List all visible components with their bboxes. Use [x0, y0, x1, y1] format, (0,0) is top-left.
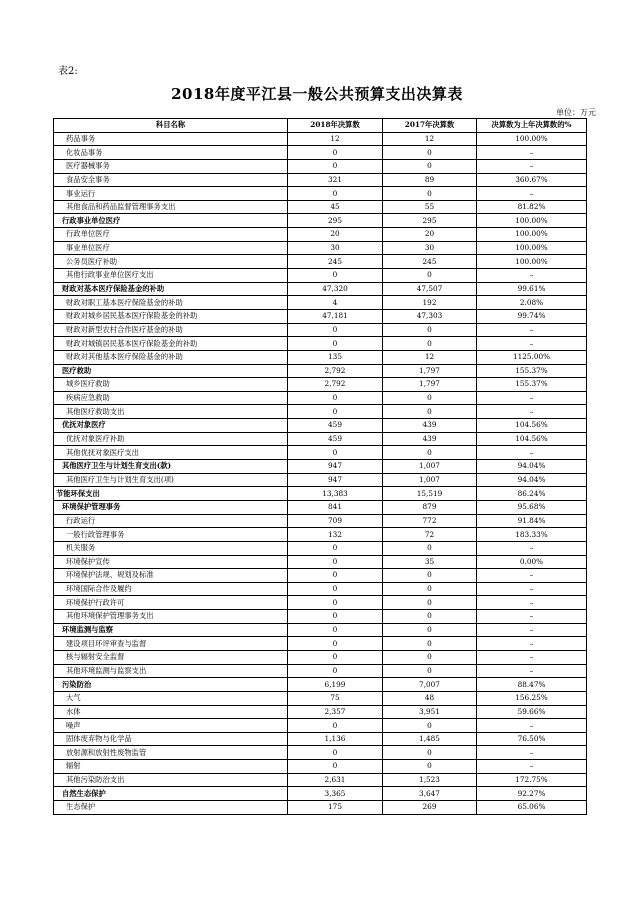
table-row — [54, 323, 587, 337]
subject-cell: 环境保护宣传 — [54, 555, 288, 569]
ratio-cell: 76.50% — [477, 732, 587, 746]
table-row — [54, 350, 587, 364]
ratio-cell: – — [477, 719, 587, 733]
value-2018-cell: 0 — [288, 269, 383, 283]
value-2018-cell: 2,357 — [288, 705, 383, 719]
value-2017-cell: 3,647 — [383, 787, 477, 801]
value-2017-cell: 0 — [383, 582, 477, 596]
table-row — [54, 541, 587, 555]
ratio-cell: – — [477, 146, 587, 160]
subject-cell: 机关服务 — [54, 541, 288, 555]
subject-cell: 公务员医疗补助 — [54, 255, 288, 269]
ratio-cell: – — [477, 323, 587, 337]
value-2017-cell: 0 — [383, 719, 477, 733]
table-row — [54, 732, 587, 746]
value-2018-cell: 841 — [288, 500, 383, 514]
value-2018-cell: 321 — [288, 173, 383, 187]
table-row — [54, 528, 587, 542]
value-2018-cell: 0 — [288, 719, 383, 733]
value-2017-cell: 439 — [383, 419, 477, 433]
ratio-cell: – — [477, 337, 587, 351]
value-2017-cell: 0 — [383, 623, 477, 637]
value-2017-cell: 0 — [383, 637, 477, 651]
page-title: 2018年度平江县一般公共预算支出决算表 — [171, 85, 463, 103]
subject-cell: 医疗器械事务 — [54, 159, 288, 173]
table-row — [54, 255, 587, 269]
table-row — [54, 473, 587, 487]
value-2017-cell: 0 — [383, 650, 477, 664]
value-2017-cell: 439 — [383, 432, 477, 446]
table-header-row — [54, 119, 587, 133]
subject-cell: 其他医疗卫生与计划生育支出(款) — [54, 460, 288, 474]
subject-cell: 优抚对象医疗 — [54, 419, 288, 433]
value-2018-cell: 0 — [288, 323, 383, 337]
value-2017-cell: 48 — [383, 691, 477, 705]
table-row — [54, 610, 587, 624]
table-row — [54, 582, 587, 596]
column-header-subject: 科目名称 — [54, 119, 288, 133]
subject-cell: 其他优抚对象医疗支出 — [54, 446, 288, 460]
value-2017-cell: 0 — [383, 541, 477, 555]
table-row — [54, 787, 587, 801]
table-row — [54, 691, 587, 705]
ratio-cell: 59.66% — [477, 705, 587, 719]
table-row — [54, 555, 587, 569]
ratio-cell: – — [477, 159, 587, 173]
subject-cell: 优抚对象医疗补助 — [54, 432, 288, 446]
subject-cell: 辐射 — [54, 760, 288, 774]
ratio-cell: – — [477, 623, 587, 637]
value-2018-cell: 0 — [288, 159, 383, 173]
ratio-cell: 100.00% — [477, 132, 587, 146]
value-2017-cell: 55 — [383, 200, 477, 214]
ratio-cell: 65.06% — [477, 801, 587, 815]
value-2018-cell: 135 — [288, 350, 383, 364]
table-row — [54, 405, 587, 419]
subject-cell: 其他污染防治支出 — [54, 773, 288, 787]
subject-cell: 事业运行 — [54, 187, 288, 201]
subject-cell: 财政对城镇居民基本医疗保险基金的补助 — [54, 337, 288, 351]
budget-table — [53, 118, 587, 815]
subject-cell: 其他医疗救助支出 — [54, 405, 288, 419]
table-body — [54, 132, 587, 814]
table-row — [54, 378, 587, 392]
table-row — [54, 391, 587, 405]
value-2017-cell: 1,007 — [383, 473, 477, 487]
value-2017-cell: 20 — [383, 228, 477, 242]
ratio-cell: – — [477, 269, 587, 283]
table-row — [54, 214, 587, 228]
subject-cell: 食品安全事务 — [54, 173, 288, 187]
ratio-cell: 86.24% — [477, 487, 587, 501]
subject-cell: 节能环保支出 — [54, 487, 288, 501]
ratio-cell: – — [477, 446, 587, 460]
value-2017-cell: 47,507 — [383, 282, 477, 296]
value-2018-cell: 75 — [288, 691, 383, 705]
subject-cell: 财政对基本医疗保险基金的补助 — [54, 282, 288, 296]
table-row — [54, 187, 587, 201]
table-row — [54, 364, 587, 378]
subject-cell: 环境监测与监察 — [54, 623, 288, 637]
ratio-cell: 94.04% — [477, 460, 587, 474]
value-2017-cell: 12 — [383, 132, 477, 146]
table-row — [54, 596, 587, 610]
ratio-cell: 99.74% — [477, 309, 587, 323]
subject-cell: 医疗救助 — [54, 364, 288, 378]
value-2018-cell: 1,136 — [288, 732, 383, 746]
ratio-cell: 155.37% — [477, 378, 587, 392]
table-row — [54, 637, 587, 651]
value-2017-cell: 7,007 — [383, 678, 477, 692]
value-2018-cell: 0 — [288, 582, 383, 596]
table-label: 表2: — [58, 66, 78, 77]
unit-label: 单位：万元 — [556, 108, 596, 117]
ratio-cell: – — [477, 637, 587, 651]
ratio-cell: 104.56% — [477, 419, 587, 433]
ratio-cell: 92.27% — [477, 787, 587, 801]
ratio-cell: 81.82% — [477, 200, 587, 214]
value-2018-cell: 0 — [288, 664, 383, 678]
subject-cell: 行政事业单位医疗 — [54, 214, 288, 228]
ratio-cell: – — [477, 760, 587, 774]
value-2017-cell: 3,951 — [383, 705, 477, 719]
subject-cell: 生态保护 — [54, 801, 288, 815]
value-2018-cell: 0 — [288, 446, 383, 460]
table-row — [54, 514, 587, 528]
value-2018-cell: 45 — [288, 200, 383, 214]
value-2018-cell: 4 — [288, 296, 383, 310]
ratio-cell: – — [477, 541, 587, 555]
value-2017-cell: 12 — [383, 350, 477, 364]
subject-cell: 环境保护法规、规划及标准 — [54, 569, 288, 583]
table-row — [54, 200, 587, 214]
value-2018-cell: 0 — [288, 405, 383, 419]
ratio-cell: 100.00% — [477, 228, 587, 242]
column-header-2017: 2017年决算数 — [383, 119, 477, 133]
table-row — [54, 773, 587, 787]
table-row — [54, 296, 587, 310]
value-2018-cell: 2,792 — [288, 378, 383, 392]
value-2017-cell: 0 — [383, 610, 477, 624]
table-row — [54, 746, 587, 760]
ratio-cell: 91.84% — [477, 514, 587, 528]
subject-cell: 财政对其他基本医疗保险基金的补助 — [54, 350, 288, 364]
value-2017-cell: 0 — [383, 323, 477, 337]
ratio-cell: – — [477, 391, 587, 405]
subject-cell: 水体 — [54, 705, 288, 719]
column-header-ratio: 决算数为上年决算数的% — [477, 119, 587, 133]
ratio-cell: – — [477, 746, 587, 760]
value-2018-cell: 709 — [288, 514, 383, 528]
value-2018-cell: 0 — [288, 541, 383, 555]
subject-cell: 财政对新型农村合作医疗基金的补助 — [54, 323, 288, 337]
ratio-cell: – — [477, 405, 587, 419]
value-2017-cell: 0 — [383, 746, 477, 760]
ratio-cell: 2.08% — [477, 296, 587, 310]
value-2018-cell: 0 — [288, 596, 383, 610]
value-2017-cell: 35 — [383, 555, 477, 569]
ratio-cell: – — [477, 569, 587, 583]
table-row — [54, 419, 587, 433]
value-2018-cell: 47,320 — [288, 282, 383, 296]
subject-cell: 财政对城乡居民基本医疗保险基金的补助 — [54, 309, 288, 323]
value-2017-cell: 772 — [383, 514, 477, 528]
value-2018-cell: 0 — [288, 337, 383, 351]
value-2018-cell: 0 — [288, 391, 383, 405]
value-2017-cell: 47,303 — [383, 309, 477, 323]
value-2017-cell: 0 — [383, 569, 477, 583]
table-row — [54, 500, 587, 514]
value-2017-cell: 0 — [383, 146, 477, 160]
value-2018-cell: 0 — [288, 623, 383, 637]
value-2017-cell: 0 — [383, 760, 477, 774]
table-row — [54, 446, 587, 460]
value-2018-cell: 0 — [288, 760, 383, 774]
subject-cell: 一般行政管理事务 — [54, 528, 288, 542]
subject-cell: 环境保护行政许可 — [54, 596, 288, 610]
value-2018-cell: 12 — [288, 132, 383, 146]
ratio-cell: 155.37% — [477, 364, 587, 378]
table-row — [54, 228, 587, 242]
value-2017-cell: 89 — [383, 173, 477, 187]
value-2018-cell: 0 — [288, 650, 383, 664]
value-2018-cell: 30 — [288, 241, 383, 255]
table-row — [54, 337, 587, 351]
ratio-cell: 94.04% — [477, 473, 587, 487]
table-row — [54, 487, 587, 501]
subject-cell: 其他行政事业单位医疗支出 — [54, 269, 288, 283]
table-row — [54, 460, 587, 474]
subject-cell: 大气 — [54, 691, 288, 705]
subject-cell: 行政运行 — [54, 514, 288, 528]
table-row — [54, 241, 587, 255]
subject-cell: 其他环境监测与监察支出 — [54, 664, 288, 678]
table-row — [54, 760, 587, 774]
value-2017-cell: 1,797 — [383, 364, 477, 378]
subject-cell: 固体废弃物与化学品 — [54, 732, 288, 746]
ratio-cell: – — [477, 664, 587, 678]
value-2018-cell: 459 — [288, 419, 383, 433]
value-2017-cell: 1,523 — [383, 773, 477, 787]
subject-cell: 其他医疗卫生与计划生育支出(项) — [54, 473, 288, 487]
table-row — [54, 801, 587, 815]
value-2018-cell: 3,365 — [288, 787, 383, 801]
value-2018-cell: 295 — [288, 214, 383, 228]
value-2018-cell: 0 — [288, 187, 383, 201]
value-2018-cell: 175 — [288, 801, 383, 815]
subject-cell: 化妆品事务 — [54, 146, 288, 160]
subject-cell: 其他环境保护管理事务支出 — [54, 610, 288, 624]
table-row — [54, 678, 587, 692]
value-2017-cell: 192 — [383, 296, 477, 310]
value-2017-cell: 0 — [383, 159, 477, 173]
subject-cell: 疾病应急救助 — [54, 391, 288, 405]
value-2018-cell: 2,631 — [288, 773, 383, 787]
value-2017-cell: 269 — [383, 801, 477, 815]
ratio-cell: – — [477, 650, 587, 664]
table-row — [54, 569, 587, 583]
value-2018-cell: 2,792 — [288, 364, 383, 378]
table-row — [54, 132, 587, 146]
value-2017-cell: 0 — [383, 446, 477, 460]
ratio-cell: 100.00% — [477, 214, 587, 228]
ratio-cell: 172.75% — [477, 773, 587, 787]
table-row — [54, 146, 587, 160]
ratio-cell: – — [477, 596, 587, 610]
value-2018-cell: 0 — [288, 746, 383, 760]
ratio-cell: 100.00% — [477, 255, 587, 269]
value-2017-cell: 1,797 — [383, 378, 477, 392]
value-2017-cell: 0 — [383, 187, 477, 201]
value-2018-cell: 132 — [288, 528, 383, 542]
subject-cell: 自然生态保护 — [54, 787, 288, 801]
ratio-cell: 156.25% — [477, 691, 587, 705]
subject-cell: 建设项目环评审查与监督 — [54, 637, 288, 651]
subject-cell: 行政单位医疗 — [54, 228, 288, 242]
ratio-cell: 0.00% — [477, 555, 587, 569]
table-row — [54, 623, 587, 637]
subject-cell: 财政对职工基本医疗保险基金的补助 — [54, 296, 288, 310]
value-2017-cell: 0 — [383, 337, 477, 351]
ratio-cell: 1125.00% — [477, 350, 587, 364]
value-2017-cell: 72 — [383, 528, 477, 542]
value-2018-cell: 245 — [288, 255, 383, 269]
value-2017-cell: 1,485 — [383, 732, 477, 746]
subject-cell: 药品事务 — [54, 132, 288, 146]
ratio-cell: 88.47% — [477, 678, 587, 692]
subject-cell: 环境保护管理事务 — [54, 500, 288, 514]
table-row — [54, 309, 587, 323]
value-2018-cell: 947 — [288, 473, 383, 487]
table-row — [54, 719, 587, 733]
table-row — [54, 705, 587, 719]
ratio-cell: – — [477, 187, 587, 201]
table-row — [54, 282, 587, 296]
value-2017-cell: 0 — [383, 405, 477, 419]
value-2018-cell: 0 — [288, 637, 383, 651]
value-2018-cell: 459 — [288, 432, 383, 446]
subject-cell: 环境国际合作及履约 — [54, 582, 288, 596]
value-2017-cell: 0 — [383, 391, 477, 405]
ratio-cell: 104.56% — [477, 432, 587, 446]
table-row — [54, 432, 587, 446]
ratio-cell: – — [477, 610, 587, 624]
table-row — [54, 650, 587, 664]
value-2017-cell: 0 — [383, 269, 477, 283]
value-2018-cell: 0 — [288, 555, 383, 569]
value-2018-cell: 0 — [288, 610, 383, 624]
column-header-2018: 2018年决算数 — [288, 119, 383, 133]
value-2017-cell: 1,007 — [383, 460, 477, 474]
value-2017-cell: 295 — [383, 214, 477, 228]
table-row — [54, 664, 587, 678]
subject-cell: 其他食品和药品监督管理事务支出 — [54, 200, 288, 214]
ratio-cell: – — [477, 582, 587, 596]
subject-cell: 噪声 — [54, 719, 288, 733]
value-2018-cell: 0 — [288, 569, 383, 583]
value-2017-cell: 30 — [383, 241, 477, 255]
value-2018-cell: 47,181 — [288, 309, 383, 323]
subject-cell: 放射源和放射性废物监管 — [54, 746, 288, 760]
value-2018-cell: 0 — [288, 146, 383, 160]
value-2017-cell: 15,519 — [383, 487, 477, 501]
value-2018-cell: 20 — [288, 228, 383, 242]
value-2018-cell: 947 — [288, 460, 383, 474]
value-2017-cell: 879 — [383, 500, 477, 514]
ratio-cell: 183.33% — [477, 528, 587, 542]
value-2017-cell: 0 — [383, 596, 477, 610]
ratio-cell: 360.67% — [477, 173, 587, 187]
table-row — [54, 159, 587, 173]
ratio-cell: 95.68% — [477, 500, 587, 514]
subject-cell: 污染防治 — [54, 678, 288, 692]
ratio-cell: 100.00% — [477, 241, 587, 255]
subject-cell: 核与辐射安全监督 — [54, 650, 288, 664]
value-2017-cell: 245 — [383, 255, 477, 269]
value-2018-cell: 13,383 — [288, 487, 383, 501]
subject-cell: 城乡医疗救助 — [54, 378, 288, 392]
subject-cell: 事业单位医疗 — [54, 241, 288, 255]
table-row — [54, 173, 587, 187]
value-2017-cell: 0 — [383, 664, 477, 678]
value-2018-cell: 6,199 — [288, 678, 383, 692]
ratio-cell: 99.61% — [477, 282, 587, 296]
table-row — [54, 269, 587, 283]
